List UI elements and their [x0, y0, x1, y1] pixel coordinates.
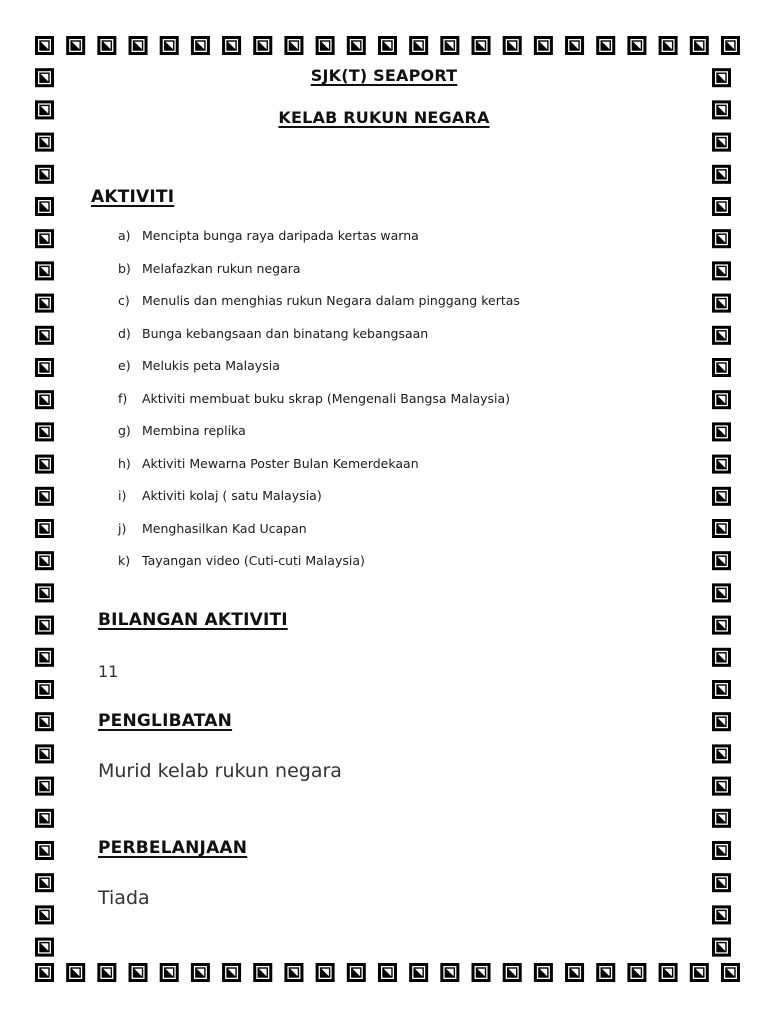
framed-square-icon [629, 38, 645, 54]
framed-square-icon [99, 38, 115, 54]
participation-heading: PENGLIBATAN [98, 711, 233, 731]
activity-marker: g) [118, 423, 131, 438]
activity-count-value: 11 [98, 662, 119, 681]
activity-text: Menghasilkan Kad Ucapan [142, 520, 307, 536]
framed-square-icon [224, 38, 240, 54]
framed-square-icon [598, 965, 614, 981]
framed-square-icon [691, 38, 707, 54]
framed-square-icon [37, 585, 53, 601]
framed-square-icon [714, 746, 730, 762]
framed-square-icon [714, 649, 730, 665]
activity-item [118, 454, 520, 487]
framed-square-icon [411, 965, 427, 981]
activity-text: Melafazkan rukun negara [142, 260, 301, 276]
framed-square-icon [37, 199, 53, 215]
activity-item [118, 486, 520, 519]
activity-count-heading: BILANGAN AKTIVITI [98, 610, 288, 630]
framed-square-icon [567, 38, 583, 54]
activities-heading: AKTIVITI [91, 187, 175, 207]
activity-item [118, 226, 520, 259]
framed-square-icon [714, 585, 730, 601]
framed-square-icon [442, 965, 458, 981]
framed-square-icon [535, 38, 551, 54]
framed-square-icon [442, 38, 458, 54]
framed-square-icon [255, 38, 271, 54]
participation-value: Murid kelab rukun negara [98, 760, 342, 782]
activity-text: Aktiviti Mewarna Poster Bulan Kemerdekaan [142, 455, 419, 471]
framed-square-icon [714, 810, 730, 826]
activity-text: Tayangan video (Cuti-cuti Malaysia) [142, 553, 365, 568]
framed-square-icon [714, 682, 730, 698]
activity-text: Melukis peta Malaysia [142, 358, 280, 373]
framed-square-icon [37, 649, 53, 665]
framed-square-icon [598, 38, 614, 54]
framed-square-icon [714, 134, 730, 150]
framed-square-icon [714, 488, 730, 504]
framed-square-icon [379, 38, 395, 54]
activity-item [118, 324, 520, 357]
framed-square-icon [37, 488, 53, 504]
framed-square-icon [660, 965, 676, 981]
framed-square-icon [722, 38, 738, 54]
framed-square-icon [161, 38, 177, 54]
activity-marker: k) [118, 553, 131, 568]
activity-text: Aktiviti kolaj ( satu Malaysia) [142, 488, 322, 503]
framed-square-icon [714, 166, 730, 182]
framed-square-icon [37, 166, 53, 182]
framed-square-icon [37, 875, 53, 891]
framed-square-icon [37, 231, 53, 247]
framed-square-icon [714, 424, 730, 440]
framed-square-icon [714, 939, 730, 955]
framed-square-icon [37, 965, 53, 981]
framed-square-icon [37, 682, 53, 698]
framed-square-icon [37, 939, 53, 955]
framed-square-icon [37, 617, 53, 633]
framed-square-icon [660, 38, 676, 54]
activity-item [118, 356, 520, 389]
activity-item [118, 291, 520, 324]
framed-square-icon [348, 965, 364, 981]
framed-square-icon [504, 38, 520, 54]
expense-value: Tiada [98, 887, 150, 909]
framed-square-icon [317, 965, 333, 981]
activity-marker: f) [118, 390, 128, 406]
framed-square-icon [68, 965, 84, 981]
framed-square-icon [37, 714, 53, 730]
framed-square-icon [379, 965, 395, 981]
activity-marker: e) [118, 358, 131, 373]
framed-square-icon [411, 38, 427, 54]
activity-item [118, 519, 520, 552]
activity-item [118, 259, 520, 292]
framed-square-icon [37, 553, 53, 569]
framed-square-icon [567, 965, 583, 981]
framed-square-icon [714, 327, 730, 343]
framed-square-icon [714, 263, 730, 279]
framed-square-icon [99, 965, 115, 981]
framed-square-icon [473, 38, 489, 54]
activity-marker: i) [118, 488, 127, 503]
framed-square-icon [473, 965, 489, 981]
framed-square-icon [714, 456, 730, 472]
framed-square-icon [37, 843, 53, 859]
framed-square-icon [68, 38, 84, 54]
framed-square-icon [286, 38, 302, 54]
activity-text: Bunga kebangsaan dan binatang kebangsaan [142, 325, 429, 341]
framed-square-icon [714, 907, 730, 923]
framed-square-icon [37, 134, 53, 150]
framed-square-icon [714, 199, 730, 215]
framed-square-icon [714, 617, 730, 633]
framed-square-icon [714, 295, 730, 311]
framed-square-icon [37, 424, 53, 440]
activity-item [118, 421, 520, 454]
framed-square-icon [629, 965, 645, 981]
framed-square-icon [192, 38, 208, 54]
framed-square-icon [37, 327, 53, 343]
framed-square-icon [714, 231, 730, 247]
framed-square-icon [714, 392, 730, 408]
activity-marker: c) [118, 293, 130, 308]
framed-square-icon [691, 965, 707, 981]
framed-square-icon [714, 714, 730, 730]
framed-square-icon [224, 965, 240, 981]
framed-square-icon [130, 38, 146, 54]
activity-item [118, 389, 520, 422]
framed-square-icon [714, 778, 730, 794]
framed-square-icon [348, 38, 364, 54]
expense-heading: PERBELANJAAN [98, 838, 248, 858]
framed-square-icon [255, 965, 271, 981]
framed-square-icon [317, 38, 333, 54]
activity-marker: a) [118, 228, 131, 243]
activity-text: Membina replika [142, 423, 246, 438]
club-name: KELAB RUKUN NEGARA [278, 108, 490, 127]
framed-square-icon [504, 965, 520, 981]
framed-square-icon [535, 965, 551, 981]
framed-square-icon [37, 746, 53, 762]
framed-square-icon [37, 360, 53, 376]
framed-square-icon [37, 392, 53, 408]
school-name: SJK(T) SEAPORT [310, 66, 458, 85]
framed-square-icon [714, 521, 730, 537]
activity-marker: b) [118, 260, 131, 276]
framed-square-icon [714, 875, 730, 891]
activity-item [118, 551, 520, 584]
framed-square-icon [714, 360, 730, 376]
framed-square-icon [714, 843, 730, 859]
framed-square-icon [722, 965, 738, 981]
activity-marker: d) [118, 325, 131, 341]
framed-square-icon [37, 907, 53, 923]
activity-marker: h) [118, 455, 131, 471]
framed-square-icon [37, 810, 53, 826]
framed-square-icon [37, 38, 53, 54]
activity-text: Aktiviti membuat buku skrap (Mengenali Bangsa Malaysia) [142, 390, 511, 406]
framed-square-icon [37, 778, 53, 794]
framed-square-icon [714, 553, 730, 569]
activity-list [118, 226, 520, 584]
framed-square-icon [37, 295, 53, 311]
framed-square-icon [130, 965, 146, 981]
framed-square-icon [37, 521, 53, 537]
framed-square-icon [161, 965, 177, 981]
activity-marker: j) [118, 520, 127, 536]
activity-text: Mencipta bunga raya daripada kertas warna [142, 228, 419, 243]
framed-square-icon [37, 263, 53, 279]
framed-square-icon [37, 456, 53, 472]
framed-square-icon [286, 965, 302, 981]
activity-text: Menulis dan menghias rukun Negara dalam pinggang kertas [142, 293, 520, 308]
framed-square-icon [192, 965, 208, 981]
